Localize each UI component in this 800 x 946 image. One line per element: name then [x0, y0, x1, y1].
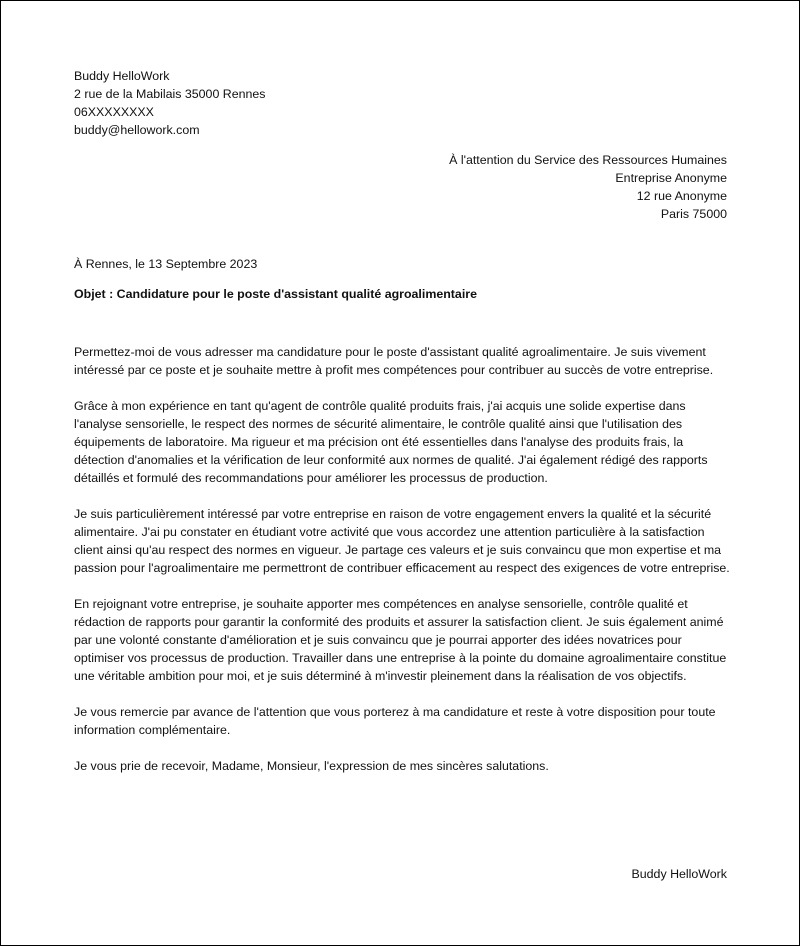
recipient-block	[287, 151, 727, 223]
recipient-city: Paris 75000	[660, 207, 727, 221]
recipient-street: 12 rue Anonyme	[636, 189, 727, 203]
signature: Buddy HelloWork	[631, 867, 727, 881]
recipient-company: Entreprise Anonyme	[615, 171, 727, 185]
body-paragraph: Grâce à mon expérience en tant qu'agent de contrôle qualité produits frais, j'ai acquis une solide expertise dans l'analyse sensorielle, le respect des normes de sécurité alimentaire, le contrôle qualité ainsi que l'utilisation des équipements de laboratoire. Ma rigueur et ma précision ont été essentielles dans l'analyse des produits frais, la détection d'anomalies et la vérification de leur conformité aux normes de qualité. J'ai également rédigé des rapports détaillés et formulé des recommandations pour améliorer les processus de production.	[74, 399, 708, 485]
body-paragraph: Je vous remercie par avance de l'attention que vous porterez à ma candidature et reste à votre disposition pour toute information complémentaire.	[74, 705, 716, 737]
sender-block	[74, 67, 474, 139]
sender-email: buddy@hellowork.com	[74, 123, 200, 137]
subject-line: Objet : Candidature pour le poste d'assistant qualité agroalimentaire	[74, 287, 477, 301]
body-paragraph: Permettez-moi de vous adresser ma candidature pour le poste d'assistant qualité agroalimentaire. Je suis vivement intéressé par ce poste et je souhaite mettre à profit mes compétences pour contribuer au succès de votre entreprise.	[74, 345, 714, 377]
body-paragraph: Je suis particulièrement intéressé par votre entreprise en raison de votre engagement envers la qualité et la sécurité alimentaire. J'ai pu constater en étudiant votre activité que vous accordez une attention particulière à la satisfaction client ainsi qu'au respect des normes en vigueur. Je partage ces valeurs et je suis convaincu que mon expertise et ma passion pour l'agroalimentaire me permettront de contribuer efficacement au respect des exigences de votre entreprise.	[74, 507, 730, 575]
sender-name: Buddy HelloWork	[74, 69, 170, 83]
sender-address: 2 rue de la Mabilais 35000 Rennes	[74, 87, 266, 101]
sender-phone: 06XXXXXXXX	[74, 105, 154, 119]
closing-paragraph: Je vous prie de recevoir, Madame, Monsieur, l'expression de mes sincères salutations.	[74, 759, 549, 773]
letter-body	[74, 343, 734, 793]
body-paragraph: En rejoignant votre entreprise, je souhaite apporter mes compétences en analyse sensorielle, contrôle qualité et rédaction de rapports pour garantir la conformité des produits et assurer la satisfaction client. Je suis également animé par une volonté constante d'amélioration et je suis convaincu que je pourrai apporter des idées novatrices pour optimiser vos processus de production. Travailler dans une entreprise à la pointe du domaine agroalimentaire constitue une véritable ambition pour moi, et je suis déterminé à m'investir pleinement dans la réalisation de vos objectifs.	[74, 597, 727, 683]
date-line: À Rennes, le 13 Septembre 2023	[74, 257, 258, 271]
recipient-attention: À l'attention du Service des Ressources Humaines	[449, 153, 727, 167]
